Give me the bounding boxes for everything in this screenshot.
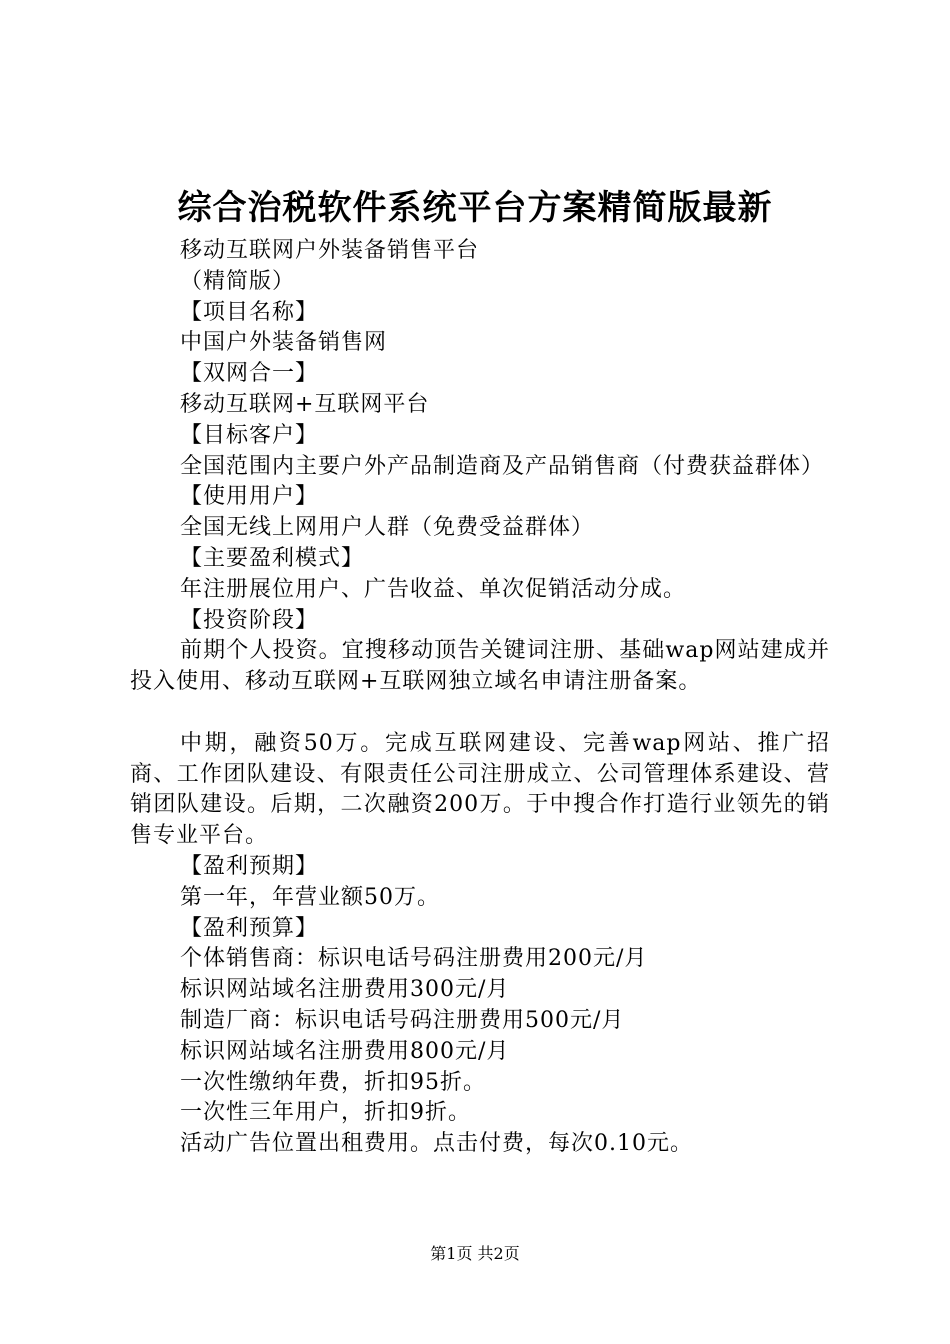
page-number-footer: 第1页 共2页: [430, 1244, 520, 1263]
paragraph: 个体销售商：标识电话号码注册费用200元/月: [180, 946, 648, 972]
paragraph: 全国范围内主要户外产品制造商及产品销售商（付费获益群体）: [180, 453, 825, 479]
paragraph: 标识网站域名注册费用300元/月: [180, 977, 510, 1003]
paragraph: 移动互联网户外装备销售平台: [180, 238, 480, 263]
section-heading: 【目标客户】: [180, 422, 319, 448]
paragraph: 第一年，年营业额50万。: [180, 884, 440, 910]
section-heading: 【使用用户】: [180, 484, 319, 510]
paragraph: 一次性三年用户，折扣9折。: [180, 1100, 471, 1126]
document-title: 综合治税软件系统平台方案精简版最新: [177, 188, 773, 228]
paragraph: 全国无线上网用户人群（免费受益群体）: [180, 515, 595, 541]
paragraph: 活动广告位置出租费用。点击付费，每次0.10元。: [180, 1131, 693, 1157]
section-heading: 【项目名称】: [180, 299, 319, 325]
paragraph: （精简版）: [180, 268, 296, 294]
paragraph: 年注册展位用户、广告收益、单次促销活动分成。: [180, 576, 687, 602]
paragraph: 制造厂商：标识电话号码注册费用500元/月: [180, 1007, 625, 1033]
section-heading: 【盈利预期】: [180, 853, 319, 879]
paragraph: 中国户外装备销售网: [180, 330, 388, 356]
section-heading: 【双网合一】: [180, 361, 319, 387]
paragraph: 移动互联网+互联网平台: [180, 391, 430, 417]
paragraph: 一次性缴纳年费，折扣95折。: [180, 1069, 486, 1095]
paragraph: 标识网站域名注册费用800元/月: [180, 1038, 510, 1064]
blank-line: [130, 698, 830, 729]
section-heading: 【主要盈利模式】: [180, 545, 365, 571]
document-body: [130, 236, 830, 1160]
section-heading: 【盈利预算】: [180, 915, 319, 941]
paragraph: 前期个人投资。宜搜移动顶告关键词注册、基础wap网站建成并投入使用、移动互联网+互联网独立域名申请注册备案。: [130, 638, 830, 695]
section-heading: 【投资阶段】: [180, 607, 319, 633]
paragraph: 中期，融资50万。完成互联网建设、完善wap网站、推广招商、工作团队建设、有限责任公司注册成立、公司管理体系建设、营销团队建设。后期，二次融资200万。于中搜合作打造行业领先的销售专业平台。: [130, 730, 830, 849]
